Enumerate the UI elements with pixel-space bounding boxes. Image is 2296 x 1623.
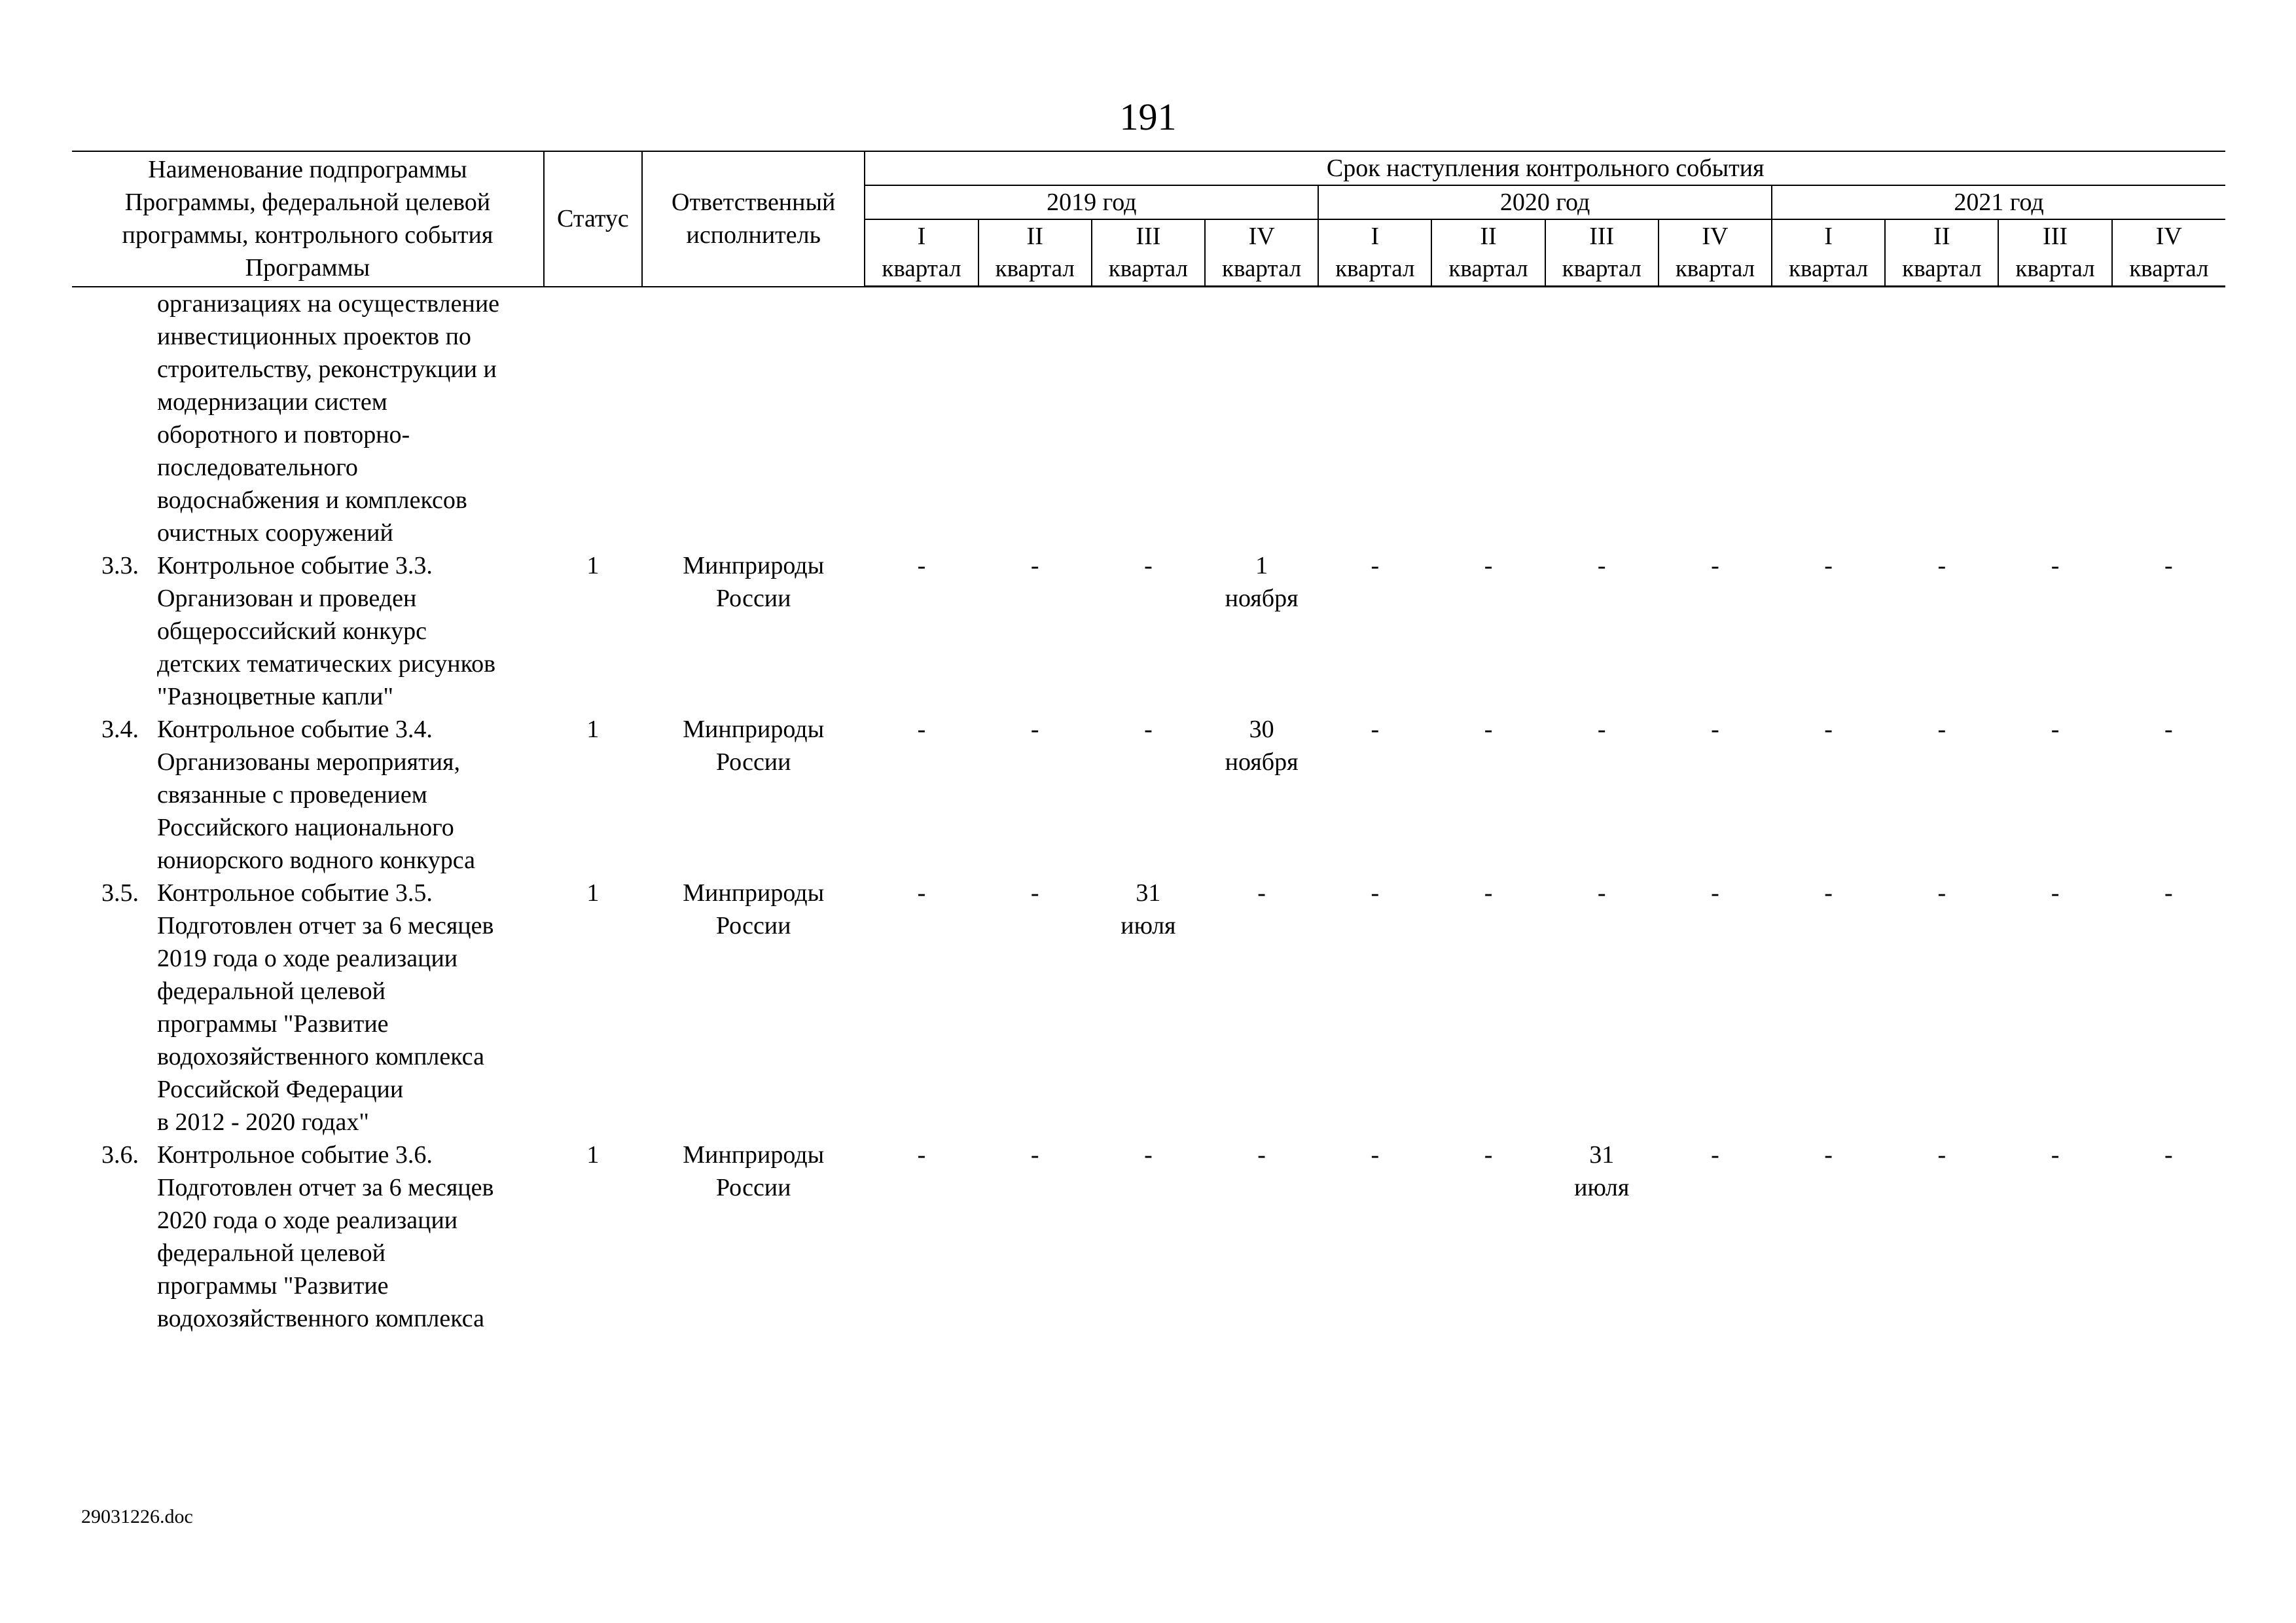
quarter-value-line: июля <box>1121 912 1176 939</box>
quarter-cell <box>1545 1139 1659 1335</box>
quarter-cell <box>1659 1139 1772 1335</box>
quarter-value-line: - <box>917 716 926 743</box>
quarter-cell <box>978 713 1092 877</box>
event-description-line: водохозяйственного комплекса <box>157 1043 484 1070</box>
quarter-value-line: - <box>1144 552 1153 579</box>
continuation-line: очистных сооружений <box>157 519 393 547</box>
event-description <box>157 713 537 877</box>
quarter-value-line: ноября <box>1225 748 1299 776</box>
quarter-value-line: - <box>1484 879 1493 907</box>
header-status-column: Статус <box>544 151 642 287</box>
quarter-value-line: - <box>1711 879 1719 907</box>
quarter-cell <box>1772 549 1885 713</box>
quarter-cell <box>1659 549 1772 713</box>
event-description-line: Подготовлен отчет за 6 месяцев <box>157 912 494 939</box>
quarter-value-line: - <box>1597 716 1606 743</box>
event-name-cell <box>72 1139 544 1335</box>
header-year-2021: 2021 год <box>1772 185 2225 219</box>
quarter-value-line: - <box>1030 716 1039 743</box>
table-row <box>72 1139 2225 1335</box>
quarter-value-line: - <box>1597 552 1606 579</box>
event-description-line: Контрольное событие 3.3. <box>157 552 433 579</box>
event-description <box>157 877 537 1139</box>
event-description-line: Контрольное событие 3.5. <box>157 879 433 907</box>
row-number: 3.6. <box>101 1141 139 1169</box>
quarter-cell <box>2112 877 2225 1139</box>
header-name-line: Наименование подпрограммы <box>148 156 467 184</box>
header-name-column <box>72 151 544 287</box>
header-quarter-numeral: III <box>1998 219 2111 253</box>
status-cell: 1 <box>586 1141 600 1169</box>
event-description-line: общероссийский конкурс <box>157 617 427 645</box>
quarter-value-line: - <box>1937 552 1946 579</box>
quarter-value-line: 1 <box>1255 552 1268 579</box>
header-quarter-word: квартал <box>1545 253 1659 287</box>
quarter-cell <box>865 549 978 713</box>
quarter-cell <box>1885 1139 1998 1335</box>
quarter-value-line: ноября <box>1225 585 1299 612</box>
event-description-line: федеральной целевой <box>157 1239 386 1267</box>
quarter-cell <box>1772 713 1885 877</box>
quarter-value-line: - <box>1711 1141 1719 1169</box>
control-events-table <box>72 151 2225 1335</box>
quarter-cell <box>1318 1139 1431 1335</box>
quarter-cell <box>1318 877 1431 1139</box>
event-description <box>157 1139 537 1335</box>
responsible-line: Минприроды <box>683 879 825 907</box>
quarter-value-line: - <box>1371 879 1380 907</box>
event-description-line: Российского национального <box>157 814 454 841</box>
quarter-cell <box>865 877 978 1139</box>
event-description-line: программы "Развитие <box>157 1272 389 1300</box>
event-description-line: Организованы мероприятия, <box>157 748 461 776</box>
status-cell: 1 <box>586 552 600 579</box>
header-quarter-numeral: III <box>1545 219 1659 253</box>
header-quarter-word: квартал <box>1431 253 1545 287</box>
quarter-value-line: - <box>1937 716 1946 743</box>
header-quarter-word: квартал <box>2112 253 2225 287</box>
status-cell: 1 <box>586 879 600 907</box>
row-number: 3.3. <box>101 552 139 579</box>
event-description-line: детских тематических рисунков <box>157 650 496 678</box>
quarter-value-line: - <box>917 879 926 907</box>
quarter-cell <box>1659 877 1772 1139</box>
continuation-text <box>157 287 537 549</box>
quarter-value-line: 30 <box>1249 716 1274 743</box>
header-name-line: Программы <box>245 254 370 282</box>
header-year-2019: 2019 год <box>865 185 1318 219</box>
responsible-line: России <box>715 748 791 776</box>
quarter-cell <box>865 713 978 877</box>
responsible-cell <box>642 549 865 713</box>
quarter-cell <box>1205 1139 1318 1335</box>
quarter-cell <box>1998 549 2111 713</box>
quarter-cell <box>1318 549 1431 713</box>
event-description-line: Контрольное событие 3.4. <box>157 716 433 743</box>
header-responsible-column <box>642 151 865 287</box>
event-description-line: федеральной целевой <box>157 977 386 1005</box>
quarter-cell <box>1431 549 1545 713</box>
quarter-cell <box>1205 549 1318 713</box>
header-quarter-word: квартал <box>865 253 978 287</box>
event-name-cell <box>72 713 544 877</box>
quarter-cell <box>1772 1139 1885 1335</box>
header-quarter-word: квартал <box>1659 253 1772 287</box>
header-quarter-word: квартал <box>1092 253 1205 287</box>
header-name-line: программы, контрольного события <box>122 221 493 249</box>
quarter-value-line: - <box>1824 716 1833 743</box>
header-responsible-line: Ответственный <box>672 189 836 217</box>
header-quarter-word: квартал <box>978 253 1092 287</box>
quarter-cell <box>1885 877 1998 1139</box>
quarter-value-line: 31 <box>1589 1141 1615 1169</box>
quarter-cell <box>1772 877 1885 1139</box>
responsible-cell <box>642 713 865 877</box>
quarter-value-line: - <box>1484 552 1493 579</box>
header-quarter-word: квартал <box>1318 253 1431 287</box>
quarter-value-line: - <box>1257 879 1266 907</box>
table-body <box>72 287 2225 1336</box>
quarter-value-line: - <box>1484 716 1493 743</box>
quarter-value-line: - <box>1257 1141 1266 1169</box>
event-description-line: Подготовлен отчет за 6 месяцев <box>157 1174 494 1201</box>
quarter-value-line: - <box>1030 1141 1039 1169</box>
quarter-value-line: - <box>2164 879 2173 907</box>
quarter-cell <box>1885 549 1998 713</box>
responsible-line: России <box>715 912 791 939</box>
quarter-cell <box>1545 549 1659 713</box>
quarter-value-line: - <box>1597 879 1606 907</box>
quarter-value-line: - <box>1824 879 1833 907</box>
quarter-value-line: - <box>1937 1141 1946 1169</box>
header-quarter-word: квартал <box>1885 253 1998 287</box>
quarter-value-line: - <box>1030 552 1039 579</box>
responsible-line: России <box>715 585 791 612</box>
header-quarter-numeral: I <box>1772 219 1885 253</box>
responsible-line: Минприроды <box>683 552 825 579</box>
header-name-line: Программы, федеральной целевой <box>124 189 491 217</box>
responsible-cell <box>642 877 865 1139</box>
quarter-value-line: - <box>1371 716 1380 743</box>
quarter-cell <box>1092 549 1205 713</box>
continuation-row <box>72 287 2225 550</box>
page-number: 191 <box>1119 96 1177 138</box>
header-responsible-line: исполнитель <box>686 221 821 249</box>
quarter-cell <box>1998 1139 2111 1335</box>
quarter-cell <box>2112 1139 2225 1335</box>
quarter-value-line: - <box>2051 552 2060 579</box>
header-quarter-numeral: IV <box>2112 219 2225 253</box>
event-description-line: в 2012 - 2020 годах" <box>157 1108 369 1136</box>
status-cell: 1 <box>586 716 600 743</box>
quarter-cell <box>1998 877 2111 1139</box>
table-header <box>72 151 2225 287</box>
event-description-line: Российской Федерации <box>157 1076 404 1103</box>
quarter-cell <box>1205 713 1318 877</box>
row-number: 3.4. <box>101 716 139 743</box>
quarter-cell <box>1431 713 1545 877</box>
document-file-code: 29031226.doc <box>81 1506 193 1527</box>
continuation-line: водоснабжения и комплексов <box>157 486 467 514</box>
quarter-value-line: - <box>1030 879 1039 907</box>
quarter-cell <box>1545 877 1659 1139</box>
responsible-line: Минприроды <box>683 1141 825 1169</box>
continuation-line: организациях на осуществление <box>157 290 500 318</box>
quarter-value-line: - <box>2164 1141 2173 1169</box>
quarter-value-line: - <box>1711 552 1719 579</box>
quarter-value-line: - <box>1144 1141 1153 1169</box>
quarter-cell <box>1998 713 2111 877</box>
header-period-title: Срок наступления контрольного события <box>865 151 2225 185</box>
quarter-cell <box>1092 1139 1205 1335</box>
event-description-line: программы "Развитие <box>157 1010 389 1038</box>
event-description-line: Организован и проведен <box>157 585 417 612</box>
quarter-cell <box>1318 713 1431 877</box>
continuation-line: строительству, реконструкции и <box>157 356 497 383</box>
responsible-cell <box>642 1139 865 1335</box>
event-name-cell <box>72 549 544 713</box>
quarter-value-line: - <box>2051 716 2060 743</box>
header-quarter-numeral: II <box>978 219 1092 253</box>
responsible-line: Минприроды <box>683 716 825 743</box>
quarter-value-line: - <box>917 1141 926 1169</box>
quarter-cell <box>1092 713 1205 877</box>
event-description-line: водохозяйственного комплекса <box>157 1305 484 1332</box>
quarter-value-line: - <box>1371 1141 1380 1169</box>
table-row <box>72 877 2225 1139</box>
quarter-cell <box>1659 713 1772 877</box>
quarter-cell <box>1885 713 1998 877</box>
quarter-value-line: - <box>1371 552 1380 579</box>
quarter-value-line: - <box>2051 1141 2060 1169</box>
header-quarter-word: квартал <box>1998 253 2111 287</box>
quarter-cell <box>1092 877 1205 1139</box>
continuation-line: последовательного <box>157 454 358 481</box>
quarter-value-line: - <box>1937 879 1946 907</box>
header-quarter-numeral: II <box>1885 219 1998 253</box>
quarter-value-line: 31 <box>1136 879 1161 907</box>
continuation-cell <box>72 287 2225 550</box>
quarter-value-line: - <box>1144 716 1153 743</box>
quarter-cell <box>2112 713 2225 877</box>
header-quarter-numeral: III <box>1092 219 1205 253</box>
table-row <box>72 713 2225 877</box>
header-quarter-word: квартал <box>1205 253 1318 287</box>
event-description-line: "Разноцветные капли" <box>157 683 394 710</box>
continuation-line: модернизации систем <box>157 388 387 416</box>
quarter-cell <box>1205 877 1318 1139</box>
event-name-cell <box>72 877 544 1139</box>
header-quarter-word: квартал <box>1772 253 1885 287</box>
quarter-cell <box>1431 877 1545 1139</box>
event-description-line: 2020 года о ходе реализации <box>157 1207 458 1234</box>
quarter-value-line: июля <box>1574 1174 1630 1201</box>
header-quarter-numeral: II <box>1431 219 1545 253</box>
header-quarter-numeral: IV <box>1659 219 1772 253</box>
header-year-2020: 2020 год <box>1318 185 1772 219</box>
header-quarter-numeral: I <box>865 219 978 253</box>
event-description <box>157 549 537 713</box>
event-description-line: Контрольное событие 3.6. <box>157 1141 433 1169</box>
quarter-value-line: - <box>1484 1141 1493 1169</box>
event-description-line: связанные с проведением <box>157 781 427 809</box>
quarter-cell <box>978 549 1092 713</box>
quarter-value-line: - <box>1824 1141 1833 1169</box>
quarter-cell <box>2112 549 2225 713</box>
header-quarter-numeral: I <box>1318 219 1431 253</box>
quarter-cell <box>978 877 1092 1139</box>
responsible-line: России <box>715 1174 791 1201</box>
quarter-value-line: - <box>2164 552 2173 579</box>
quarter-cell <box>1431 1139 1545 1335</box>
quarter-value-line: - <box>917 552 926 579</box>
event-description-line: 2019 года о ходе реализации <box>157 945 458 972</box>
quarter-cell <box>865 1139 978 1335</box>
quarter-value-line: - <box>1711 716 1719 743</box>
continuation-line: оборотного и повторно- <box>157 421 410 448</box>
continuation-line: инвестиционных проектов по <box>157 323 471 350</box>
quarter-cell <box>978 1139 1092 1335</box>
event-description-line: юниорского водного конкурса <box>157 847 475 874</box>
row-number: 3.5. <box>101 879 139 907</box>
table-row <box>72 549 2225 713</box>
quarter-value-line: - <box>2051 879 2060 907</box>
quarter-cell <box>1545 713 1659 877</box>
quarter-value-line: - <box>1824 552 1833 579</box>
header-quarter-numeral: IV <box>1205 219 1318 253</box>
quarter-value-line: - <box>2164 716 2173 743</box>
